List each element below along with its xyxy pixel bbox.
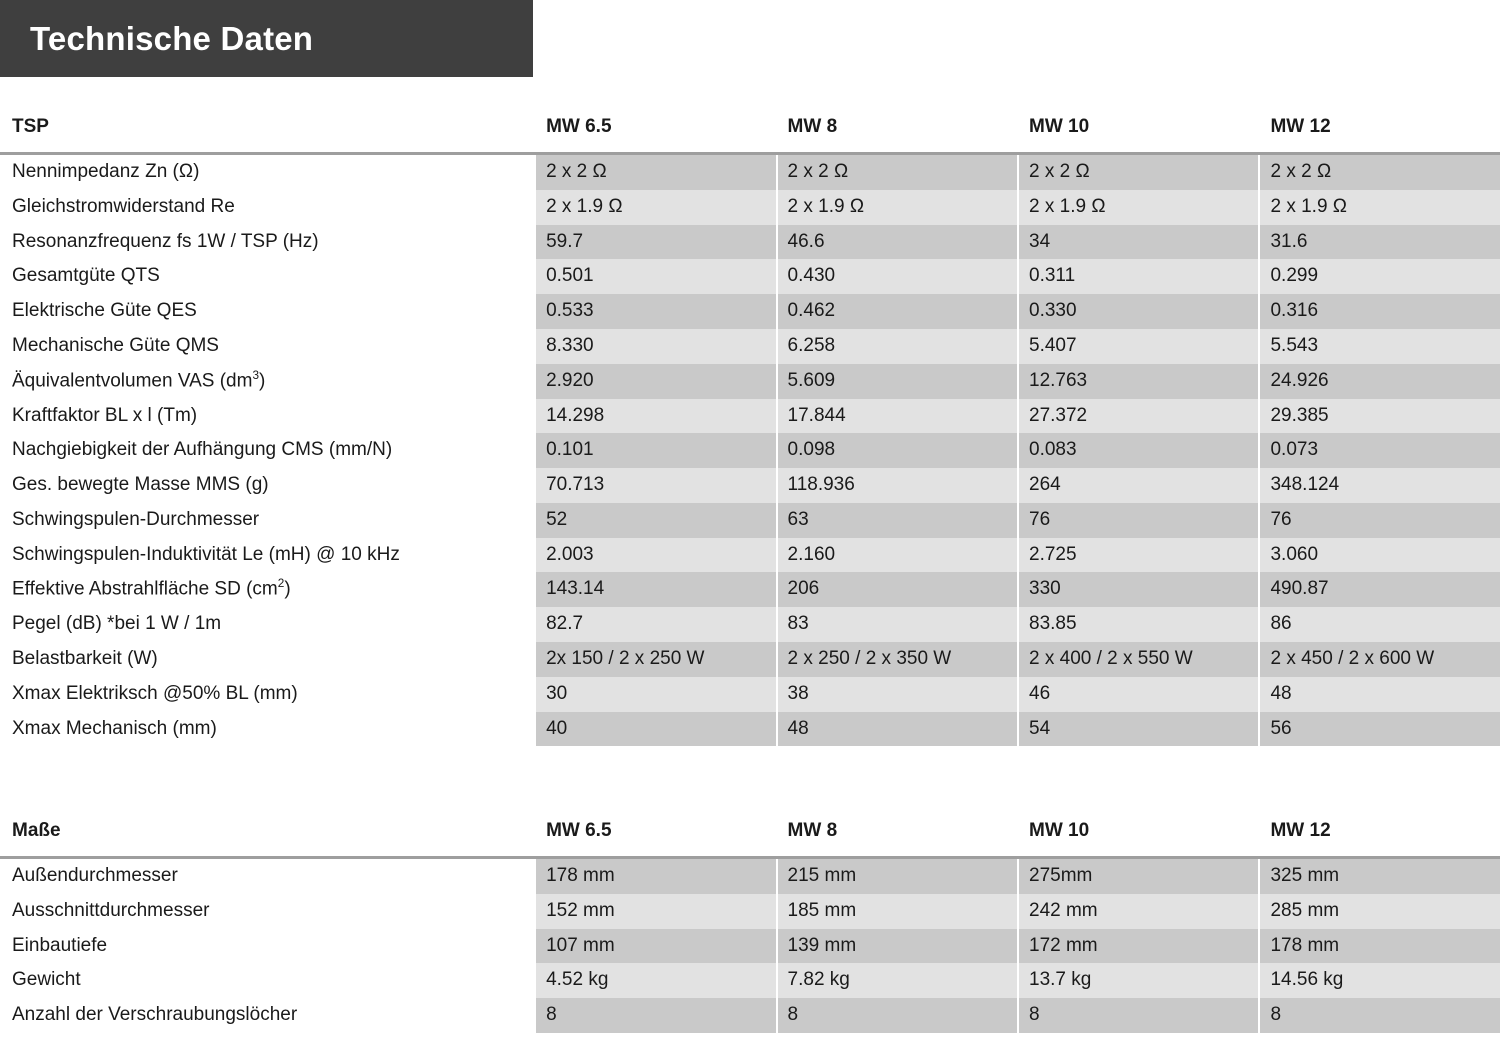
column-header-mw-6-5: MW 6.5 <box>534 108 775 154</box>
row-value: 2 x 450 / 2 x 600 W <box>1258 642 1500 677</box>
table-row <box>0 929 1500 964</box>
row-value: 2 x 2 Ω <box>1017 154 1258 190</box>
row-value: 48 <box>1258 677 1500 712</box>
table-header-row <box>0 108 1500 154</box>
row-label: Gesamtgüte QTS <box>0 259 534 294</box>
row-label: Pegel (dB) *bei 1 W / 1m <box>0 607 534 642</box>
row-value: 2 x 1.9 Ω <box>534 190 775 225</box>
row-label: Ges. bewegte Masse MMS (g) <box>0 468 534 503</box>
row-value: 185 mm <box>776 894 1017 929</box>
row-value: 38 <box>776 677 1017 712</box>
row-value: 0.311 <box>1017 259 1258 294</box>
row-value: 59.7 <box>534 225 775 260</box>
row-value: 3.060 <box>1258 538 1500 573</box>
row-value: 2 x 1.9 Ω <box>776 190 1017 225</box>
row-value: 2 x 250 / 2 x 350 W <box>776 642 1017 677</box>
row-value: 275mm <box>1017 858 1258 894</box>
row-label: Resonanzfrequenz fs 1W / TSP (Hz) <box>0 225 534 260</box>
tsp-specs-table <box>0 108 1500 746</box>
column-header-mw-8: MW 8 <box>776 812 1017 858</box>
row-value: 0.430 <box>776 259 1017 294</box>
row-value: 76 <box>1258 503 1500 538</box>
row-value: 2 x 400 / 2 x 550 W <box>1017 642 1258 677</box>
table-row <box>0 190 1500 225</box>
row-value: 107 mm <box>534 929 775 964</box>
row-value: 2 x 1.9 Ω <box>1258 190 1500 225</box>
table-row <box>0 364 1500 399</box>
row-value: 12.763 <box>1017 364 1258 399</box>
row-label: Äquivalentvolumen VAS $(dm^3)$ <box>0 364 534 399</box>
table-row <box>0 677 1500 712</box>
row-label: Kraftfaktor BL x l (Tm) <box>0 399 534 434</box>
row-value: 2.725 <box>1017 538 1258 573</box>
row-value: 8 <box>776 998 1017 1033</box>
table-row <box>0 225 1500 260</box>
row-value: 5.609 <box>776 364 1017 399</box>
row-value: 0.533 <box>534 294 775 329</box>
table-row <box>0 468 1500 503</box>
row-value: 34 <box>1017 225 1258 260</box>
row-value: 48 <box>776 712 1017 747</box>
page-title: Technische Daten <box>30 19 314 57</box>
row-label: Einbautiefe <box>0 929 534 964</box>
row-value: 2 x 1.9 Ω <box>1017 190 1258 225</box>
table-row <box>0 433 1500 468</box>
row-value: 206 <box>776 572 1017 607</box>
table-row <box>0 154 1500 190</box>
document-title-bar <box>0 0 533 77</box>
row-value: 0.299 <box>1258 259 1500 294</box>
column-header-mw-12: MW 12 <box>1258 108 1500 154</box>
table-header-row <box>0 812 1500 858</box>
table-row <box>0 712 1500 747</box>
row-value: 30 <box>534 677 775 712</box>
table-row <box>0 894 1500 929</box>
tsp-specs-table-block <box>0 108 1500 746</box>
column-header-mw-10: MW 10 <box>1017 812 1258 858</box>
row-value: 8 <box>534 998 775 1033</box>
row-value: 46.6 <box>776 225 1017 260</box>
table-row <box>0 329 1500 364</box>
table-row <box>0 572 1500 607</box>
row-value: 8 <box>1258 998 1500 1033</box>
row-value: 83 <box>776 607 1017 642</box>
row-value: 118.936 <box>776 468 1017 503</box>
column-header-mw-10: MW 10 <box>1017 108 1258 154</box>
row-label: Elektrische Güte QES <box>0 294 534 329</box>
row-label: Belastbarkeit (W) <box>0 642 534 677</box>
row-value: 7.82 kg <box>776 963 1017 998</box>
row-value: 178 mm <box>534 858 775 894</box>
row-label: Mechanische Güte QMS <box>0 329 534 364</box>
row-value: 5.407 <box>1017 329 1258 364</box>
row-value: 6.258 <box>776 329 1017 364</box>
row-label: Ausschnittdurchmesser <box>0 894 534 929</box>
row-value: 4.52 kg <box>534 963 775 998</box>
row-value: 215 mm <box>776 858 1017 894</box>
row-value: 0.501 <box>534 259 775 294</box>
row-label: Nennimpedanz Zn (Ω) <box>0 154 534 190</box>
row-value: 152 mm <box>534 894 775 929</box>
row-value: 172 mm <box>1017 929 1258 964</box>
table-row <box>0 538 1500 573</box>
row-label: Gewicht <box>0 963 534 998</box>
row-value: 2 x 2 Ω <box>776 154 1017 190</box>
row-value: 54 <box>1017 712 1258 747</box>
row-value: 27.372 <box>1017 399 1258 434</box>
row-value: 14.56 kg <box>1258 963 1500 998</box>
table-row <box>0 858 1500 894</box>
row-value: 285 mm <box>1258 894 1500 929</box>
row-label: Anzahl der Verschraubungslöcher <box>0 998 534 1033</box>
row-value: 0.073 <box>1258 433 1500 468</box>
dimensions-table <box>0 812 1500 1033</box>
row-value: 52 <box>534 503 775 538</box>
table-row <box>0 259 1500 294</box>
row-label: Xmax Elektriksch @50% BL (mm) <box>0 677 534 712</box>
row-value: 2x 150 / 2 x 250 W <box>534 642 775 677</box>
row-value: 63 <box>776 503 1017 538</box>
row-value: 8.330 <box>534 329 775 364</box>
table-row <box>0 642 1500 677</box>
row-value: 264 <box>1017 468 1258 503</box>
row-label: Nachgiebigkeit der Aufhängung CMS (mm/N) <box>0 433 534 468</box>
dimensions-table-block <box>0 812 1500 1033</box>
row-value: 83.85 <box>1017 607 1258 642</box>
row-value: 24.926 <box>1258 364 1500 399</box>
table-row <box>0 998 1500 1033</box>
row-label: Gleichstromwiderstand Re <box>0 190 534 225</box>
row-value: 82.7 <box>534 607 775 642</box>
row-value: 2 x 2 Ω <box>1258 154 1500 190</box>
table-row <box>0 294 1500 329</box>
row-value: 2.003 <box>534 538 775 573</box>
row-value: 0.316 <box>1258 294 1500 329</box>
row-value: 86 <box>1258 607 1500 642</box>
column-header-mw-12: MW 12 <box>1258 812 1500 858</box>
row-label: Schwingspulen-Induktivität Le (mH) @ 10 kHz <box>0 538 534 573</box>
row-label: Schwingspulen-Durchmesser <box>0 503 534 538</box>
row-value: 0.330 <box>1017 294 1258 329</box>
row-value: 70.713 <box>534 468 775 503</box>
table-row <box>0 607 1500 642</box>
column-header-category: Maße <box>0 812 534 858</box>
row-value: 178 mm <box>1258 929 1500 964</box>
row-value: 5.543 <box>1258 329 1500 364</box>
row-value: 0.462 <box>776 294 1017 329</box>
row-value: 29.385 <box>1258 399 1500 434</box>
row-value: 46 <box>1017 677 1258 712</box>
row-value: 0.083 <box>1017 433 1258 468</box>
row-value: 2 x 2 Ω <box>534 154 775 190</box>
row-value: 242 mm <box>1017 894 1258 929</box>
row-value: 40 <box>534 712 775 747</box>
row-label: Xmax Mechanisch (mm) <box>0 712 534 747</box>
row-value: 2.160 <box>776 538 1017 573</box>
row-value: 31.6 <box>1258 225 1500 260</box>
row-label: Effektive Abstrahlfläche SD $(cm^2)$ <box>0 572 534 607</box>
row-value: 56 <box>1258 712 1500 747</box>
column-header-mw-8: MW 8 <box>776 108 1017 154</box>
row-value: 348.124 <box>1258 468 1500 503</box>
row-value: 17.844 <box>776 399 1017 434</box>
row-value: 330 <box>1017 572 1258 607</box>
row-label: Außendurchmesser <box>0 858 534 894</box>
row-value: 143.14 <box>534 572 775 607</box>
row-value: 0.101 <box>534 433 775 468</box>
row-value: 8 <box>1017 998 1258 1033</box>
row-value: 490.87 <box>1258 572 1500 607</box>
row-value: 325 mm <box>1258 858 1500 894</box>
row-value: 0.098 <box>776 433 1017 468</box>
table-row <box>0 963 1500 998</box>
row-value: 2.920 <box>534 364 775 399</box>
row-value: 139 mm <box>776 929 1017 964</box>
column-header-mw-6-5: MW 6.5 <box>534 812 775 858</box>
row-value: 76 <box>1017 503 1258 538</box>
row-value: 13.7 kg <box>1017 963 1258 998</box>
table-row <box>0 399 1500 434</box>
row-value: 14.298 <box>534 399 775 434</box>
table-row <box>0 503 1500 538</box>
column-header-category: TSP <box>0 108 534 154</box>
